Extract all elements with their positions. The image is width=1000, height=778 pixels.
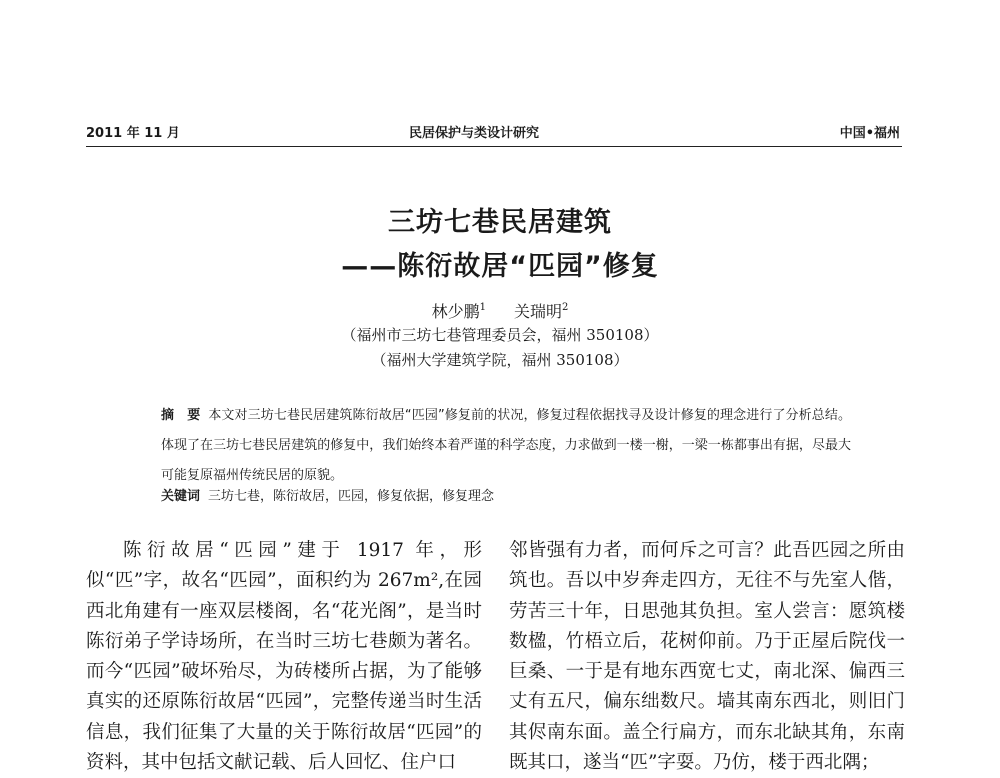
author-1 bbox=[432, 302, 486, 321]
header-journal-title: 民居保护与类设计研究 bbox=[409, 126, 540, 141]
author-2-affiliation-mark: 2 bbox=[562, 302, 569, 313]
body-paragraph: 陈衍故居“匹园”建于 1917 年，形似“匹”字，故名“匹园”，面积约为 267m²,在园西北角建有一座双层楼阁，名“花光阁”，是当时陈衍弟子学诗场所，在当时三坊七巷颇为著名。而今“匹园”破坏殆尽，为砖楼所占据，为了能够真实的还原陈衍故居“匹园”，完整传递当时生活信息，我们征集了大量的关于陈衍故居“匹园”的资料，其中包括文献记载、后人回忆、住户口 bbox=[86, 540, 482, 774]
abstract-text: 本文对三坊七巷民居建筑陈衍故居“匹园”修复前的状况，修复过程依据找寻及设计修复的理念进行了分析总结。体现了在三坊七巷民居建筑的修复中，我们始终本着严谨的科学态度，力求做到一楼一榭，一梁一栋都事出有据，尽最大可能复原福州传统民居的原貌。 bbox=[161, 408, 851, 483]
keywords-text: 三坊七巷，陈衍故居，匹园，修复依据，修复理念 bbox=[208, 489, 495, 504]
keywords bbox=[161, 486, 851, 508]
body-column-right bbox=[509, 536, 905, 774]
body-paragraph-continued: 邻皆强有力者，而何斥之可言？此吾匹园之所由筑也。吾以中岁奔走四方，无往不与先室人偕，劳苦三十年，日思弛其负担。室人尝言：愿筑楼数楹，竹梧立后，花树仰前。乃于正屋后院伐一巨桑、一于是有地东西宽七丈，南北深、偏西三丈有五尺，偏东绌数尺。墙其南东西北，则旧门其侭南东面。盖仝行扁方，而东北缺其角，东南既其口，遂当“匹”字耍。乃仿，楼于西北隅； bbox=[509, 540, 905, 774]
author-2-name: 关瑞明 bbox=[514, 302, 563, 321]
affiliation-1: （福州市三坊七巷管理委员会，福州 350108） bbox=[341, 326, 659, 344]
header-date: 2011 年 11 月 bbox=[86, 126, 180, 141]
header-location: 中国•福州 bbox=[839, 126, 900, 141]
article-subtitle: ——陈衍故居“匹园”修复 bbox=[341, 251, 659, 282]
abstract bbox=[161, 401, 851, 491]
affiliation-2: （福州大学建筑学院，福州 350108） bbox=[371, 351, 629, 369]
running-header bbox=[86, 118, 902, 147]
article-title: 三坊七巷民居建筑 bbox=[388, 207, 612, 238]
author-1-affiliation-mark: 1 bbox=[479, 302, 486, 313]
author-2 bbox=[514, 302, 568, 321]
author-1-name: 林少鹏 bbox=[431, 302, 480, 321]
author-line bbox=[0, 299, 1000, 322]
body-column-left bbox=[86, 536, 482, 774]
keywords-label: 关键词 bbox=[161, 489, 201, 504]
abstract-label: 摘 要 bbox=[161, 408, 201, 423]
